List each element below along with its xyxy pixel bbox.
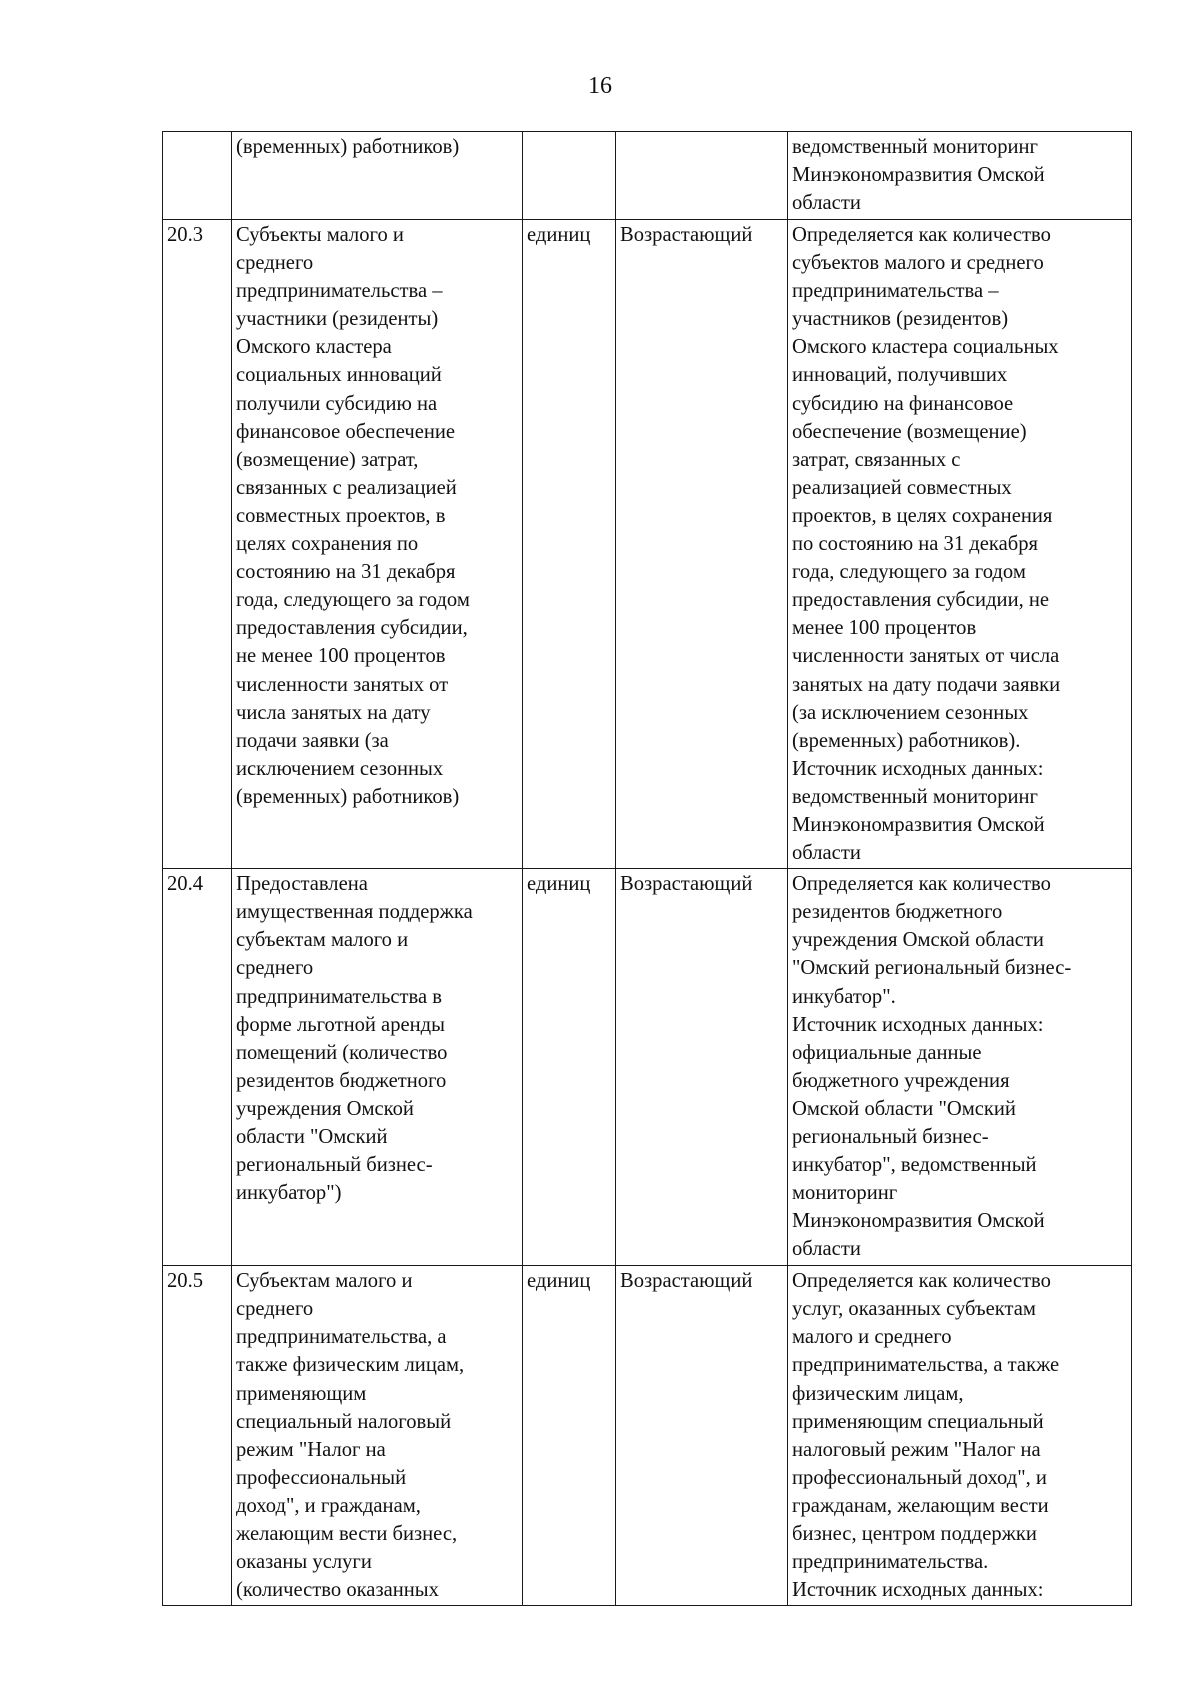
row-number-cell (163, 132, 232, 220)
cell-text-line: затрат, связанных с (792, 448, 961, 471)
method-cell (788, 869, 1132, 1266)
cell-text-line: по состоянию на 31 декабря (792, 533, 1038, 556)
indicator-name-cell (232, 1266, 523, 1606)
cell-text-line: Субъекты малого и (236, 224, 404, 246)
cell-text-line: численности занятых от числа (792, 645, 1060, 668)
cell-text-line: инкубатор", ведомственный (792, 1154, 1037, 1177)
method-cell (788, 1266, 1132, 1606)
cell-text-line: профессиональный доход", и (792, 1466, 1047, 1489)
cell-text-line: Определяется как количество (792, 224, 1051, 246)
cell-text-line: предпринимательства – (792, 280, 999, 303)
cell-text-line: (временных) работников) (236, 785, 460, 808)
cell-text-line: Определяется как количество (792, 873, 1051, 896)
cell-text-line: области (792, 842, 861, 865)
cell-text-line: года, следующего за годом (792, 561, 1026, 584)
cell-text-line: бизнес, центром поддержки (792, 1523, 1037, 1545)
cell-text-line: предпринимательства – (236, 280, 443, 303)
cell-text-line: года, следующего за годом (236, 589, 470, 612)
page-number: 16 (588, 73, 612, 99)
cell-text-line: мониторинг (792, 1182, 898, 1205)
cell-text-line: финансовое обеспечение (236, 420, 456, 443)
cell-text-line: области (792, 1238, 861, 1261)
cell-text-line: ведомственный мониторинг (792, 785, 1038, 808)
cell-text-line: менее 100 процентов (792, 617, 977, 640)
cell-text-line: Определяется как количество (792, 1270, 1051, 1293)
cell-text-line: (количество оказанных (236, 1579, 439, 1602)
cell-text-line: специальный налоговый (236, 1410, 452, 1433)
trend-cell (616, 132, 788, 220)
cell-text-line: ведомственный мониторинг (792, 136, 1038, 158)
cell-text-line: (временных) работников) (236, 136, 460, 158)
cell-text-line: субсидию на финансовое (792, 392, 1014, 415)
cell-text-line: не менее 100 процентов (236, 645, 446, 668)
cell-text-line: числа занятых на дату (236, 701, 431, 724)
cell-text-line: области (792, 192, 861, 215)
cell-text-line: целях сохранения по (236, 533, 419, 556)
cell-text-line: подачи заявки (за (236, 729, 389, 752)
cell-text-line: Минэкономразвития Омской (792, 164, 1045, 187)
cell-text-line: инкубатор") (236, 1182, 342, 1205)
cell-text-line: состоянию на 31 декабря (236, 561, 456, 584)
cell-text-line: предпринимательства в (236, 985, 442, 1008)
cell-text-line: "Омский региональный бизнес- (792, 957, 1072, 980)
cell-text-line: Источник исходных данных: (792, 1013, 1044, 1036)
cell-text-line: также физическим лицам, (236, 1354, 465, 1377)
cell-text-line: исключением сезонных (236, 757, 444, 780)
cell-text-line: предпринимательства, а (236, 1326, 447, 1349)
cell-text-line: занятых на дату подачи заявки (792, 673, 1061, 696)
cell-text-line: профессиональный (236, 1466, 407, 1489)
cell-text-line: проектов, в целях сохранения (792, 504, 1053, 527)
unit-cell (523, 132, 616, 220)
cell-text-line: Омского кластера социальных (792, 336, 1059, 359)
cell-text-line: Источник исходных данных: (792, 1579, 1044, 1602)
indicator-name-cell (232, 869, 523, 1266)
cell-text-line: Омской области "Омский (792, 1097, 1016, 1120)
cell-text-line: резидентов бюджетного (236, 1069, 447, 1092)
cell-text-line: совместных проектов, в (236, 504, 446, 527)
cell-text-line: режим "Налог на (236, 1438, 386, 1461)
cell-text-line: Субъектам малого и (236, 1270, 413, 1293)
table-body (163, 132, 1132, 1606)
indicators-table (162, 131, 1132, 1606)
cell-text-line: предоставления субсидии, (236, 617, 468, 640)
unit-cell: единиц (523, 1266, 616, 1606)
row-number-cell: 20.5 (163, 1266, 232, 1606)
cell-text-line: субъектам малого и (236, 929, 409, 952)
cell-text-line: физическим лицам, (792, 1382, 964, 1405)
cell-text-line: инкубатор". (792, 985, 896, 1008)
cell-text-line: оказаны услуги (236, 1551, 372, 1574)
cell-text-line: получили субсидию на (236, 392, 438, 415)
cell-text-line: реализацией совместных (792, 476, 1012, 499)
indicator-name-cell (232, 132, 523, 220)
cell-text-line: гражданам, желающим вести (792, 1494, 1049, 1517)
cell-text-line: учреждения Омской области (792, 929, 1044, 952)
cell-text-line: (за исключением сезонных (792, 701, 1029, 724)
cell-text-line: предпринимательства, а также (792, 1354, 1060, 1377)
cell-text-line: применяющим специальный (792, 1410, 1044, 1433)
table-row (163, 132, 1132, 220)
table-row (163, 1266, 1132, 1606)
cell-text-line: желающим вести бизнес, (236, 1523, 458, 1545)
trend-cell: Возрастающий (616, 220, 788, 869)
method-cell (788, 132, 1132, 220)
cell-text-line: предоставления субсидии, не (792, 589, 1050, 612)
cell-text-line: официальные данные (792, 1041, 982, 1064)
cell-text-line: предпринимательства. (792, 1551, 989, 1574)
cell-text-line: среднего (236, 957, 314, 980)
cell-text-line: помещений (количество (236, 1041, 448, 1064)
table-row (163, 220, 1132, 869)
cell-text-line: налоговый режим "Налог на (792, 1438, 1041, 1461)
cell-text-line: региональный бизнес- (792, 1126, 989, 1148)
row-number-cell: 20.3 (163, 220, 232, 869)
cell-text-line: участники (резиденты) (236, 308, 439, 331)
cell-text-line: области "Омский (236, 1126, 388, 1148)
cell-text-line: доход", и гражданам, (236, 1494, 421, 1517)
cell-text-line: бюджетного учреждения (792, 1069, 1010, 1092)
cell-text-line: связанных с реализацией (236, 476, 457, 499)
cell-text-line: среднего (236, 1298, 314, 1321)
cell-text-line: услуг, оказанных субъектам (792, 1298, 1036, 1321)
cell-text-line: социальных инноваций (236, 364, 442, 387)
indicator-name-cell (232, 220, 523, 869)
cell-text-line: Предоставлена (236, 873, 368, 896)
method-cell (788, 220, 1132, 869)
cell-text-line: обеспечение (возмещение) (792, 420, 1027, 443)
table-row (163, 869, 1132, 1266)
cell-text-line: резидентов бюджетного (792, 901, 1003, 924)
cell-text-line: (возмещение) затрат, (236, 448, 419, 471)
cell-text-line: форме льготной аренды (236, 1013, 445, 1036)
cell-text-line: среднего (236, 252, 314, 275)
cell-text-line: Источник исходных данных: (792, 757, 1044, 780)
cell-text-line: Минэкономразвития Омской (792, 813, 1045, 836)
cell-text-line: субъектов малого и среднего (792, 252, 1044, 275)
cell-text-line: имущественная поддержка (236, 901, 473, 924)
cell-text-line: Минэкономразвития Омской (792, 1210, 1045, 1233)
cell-text-line: (временных) работников). (792, 729, 1021, 752)
cell-text-line: инноваций, получивших (792, 364, 1008, 387)
cell-text-line: учреждения Омской (236, 1097, 414, 1120)
cell-text-line: малого и среднего (792, 1326, 952, 1349)
unit-cell: единиц (523, 869, 616, 1266)
cell-text-line: численности занятых от (236, 673, 449, 696)
row-number-cell: 20.4 (163, 869, 232, 1266)
cell-text-line: региональный бизнес- (236, 1154, 433, 1177)
unit-cell: единиц (523, 220, 616, 869)
trend-cell: Возрастающий (616, 1266, 788, 1606)
trend-cell: Возрастающий (616, 869, 788, 1266)
cell-text-line: применяющим (236, 1382, 367, 1405)
cell-text-line: участников (резидентов) (792, 308, 1009, 331)
cell-text-line: Омского кластера (236, 336, 392, 359)
